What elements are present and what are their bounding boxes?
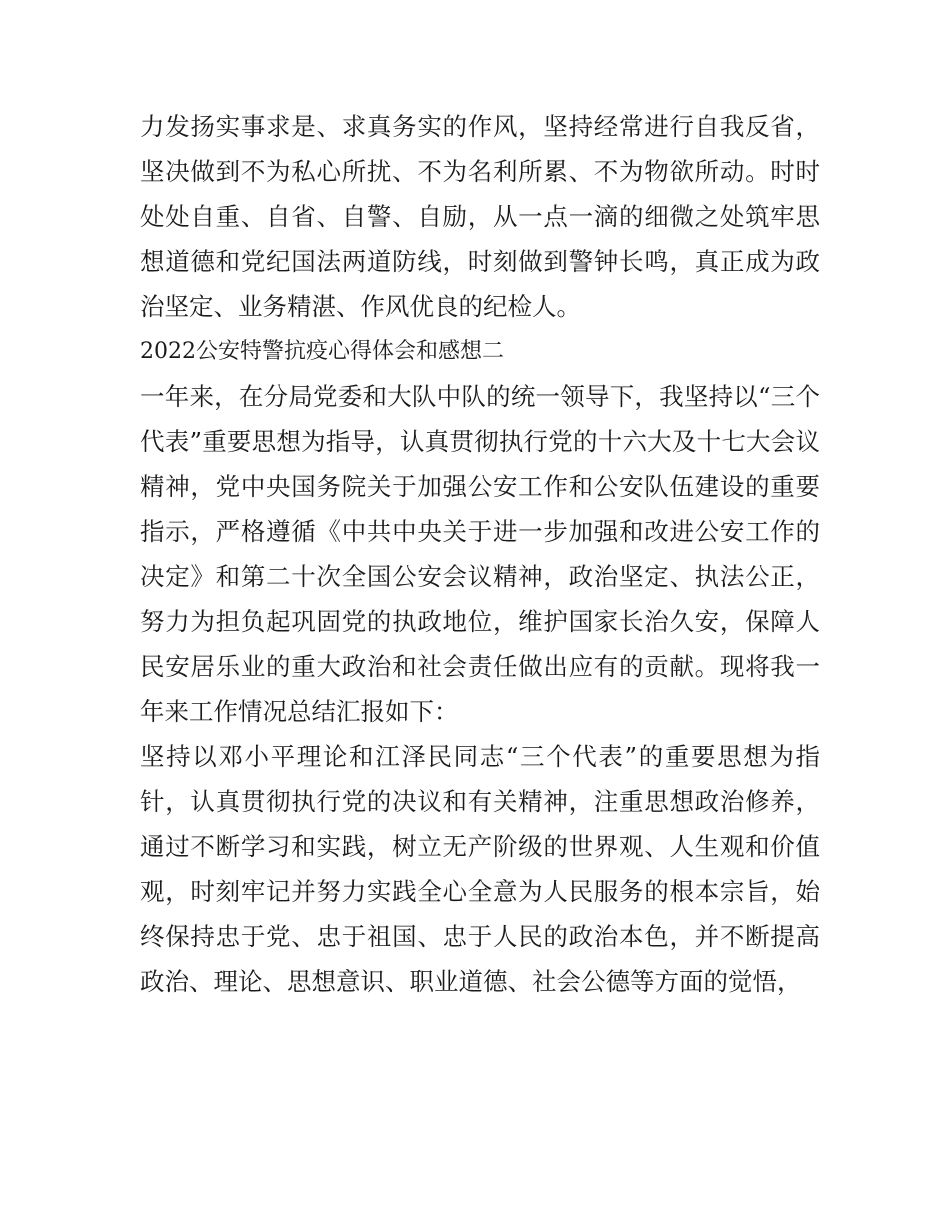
section-heading: 2022公安特警抗疫心得体会和感想二: [140, 339, 504, 364]
paragraph-continuation: 力发扬实事求是、求真务实的作风，坚持经常进行自我反省，坚决做到不为私心所扰、不为名利所累、不为物欲所动。时时处处自重、自省、自警、自励，从一点一滴的细微之处筑牢思想道德和党纪国法两道防线，时刻做到警钟长鸣，真正成为政治坚定、业务精湛、作风优良的纪检人。: [140, 112, 820, 321]
paragraph-intro: 一年来，在分局党委和大队中队的统一领导下，我坚持以“三个代表”重要思想为指导，认真贯彻执行党的十六大及十七大会议精神，党中央国务院关于加强公安工作和公安队伍建设的重要指示，严格遵循《中共中央关于进一步加强和改进公安工作的决定》和第二十次全国公安会议精神，政治坚定、执法公正，努力为担负起巩固党的执政地位，维护国家长治久安，保障人民安居乐业的重大政治和社会责任做出应有的贡献。现将我一年来工作情况总结汇报如下：: [140, 382, 820, 726]
paragraph-ideology: 坚持以邓小平理论和江泽民同志“三个代表”的重要思想为指针，认真贯彻执行党的决议和有关精神，注重思想政治修养，通过不断学习和实践，树立无产阶级的世界观、人生观和价值观，时刻牢记并努力实践全心全意为人民服务的根本宗旨，始终保持忠于党、忠于祖国、忠于人民的政治本色，并不断提高政治、理论、思想意识、职业道德、社会公德等方面的觉悟，: [140, 742, 820, 996]
document-body: [140, 104, 820, 1004]
